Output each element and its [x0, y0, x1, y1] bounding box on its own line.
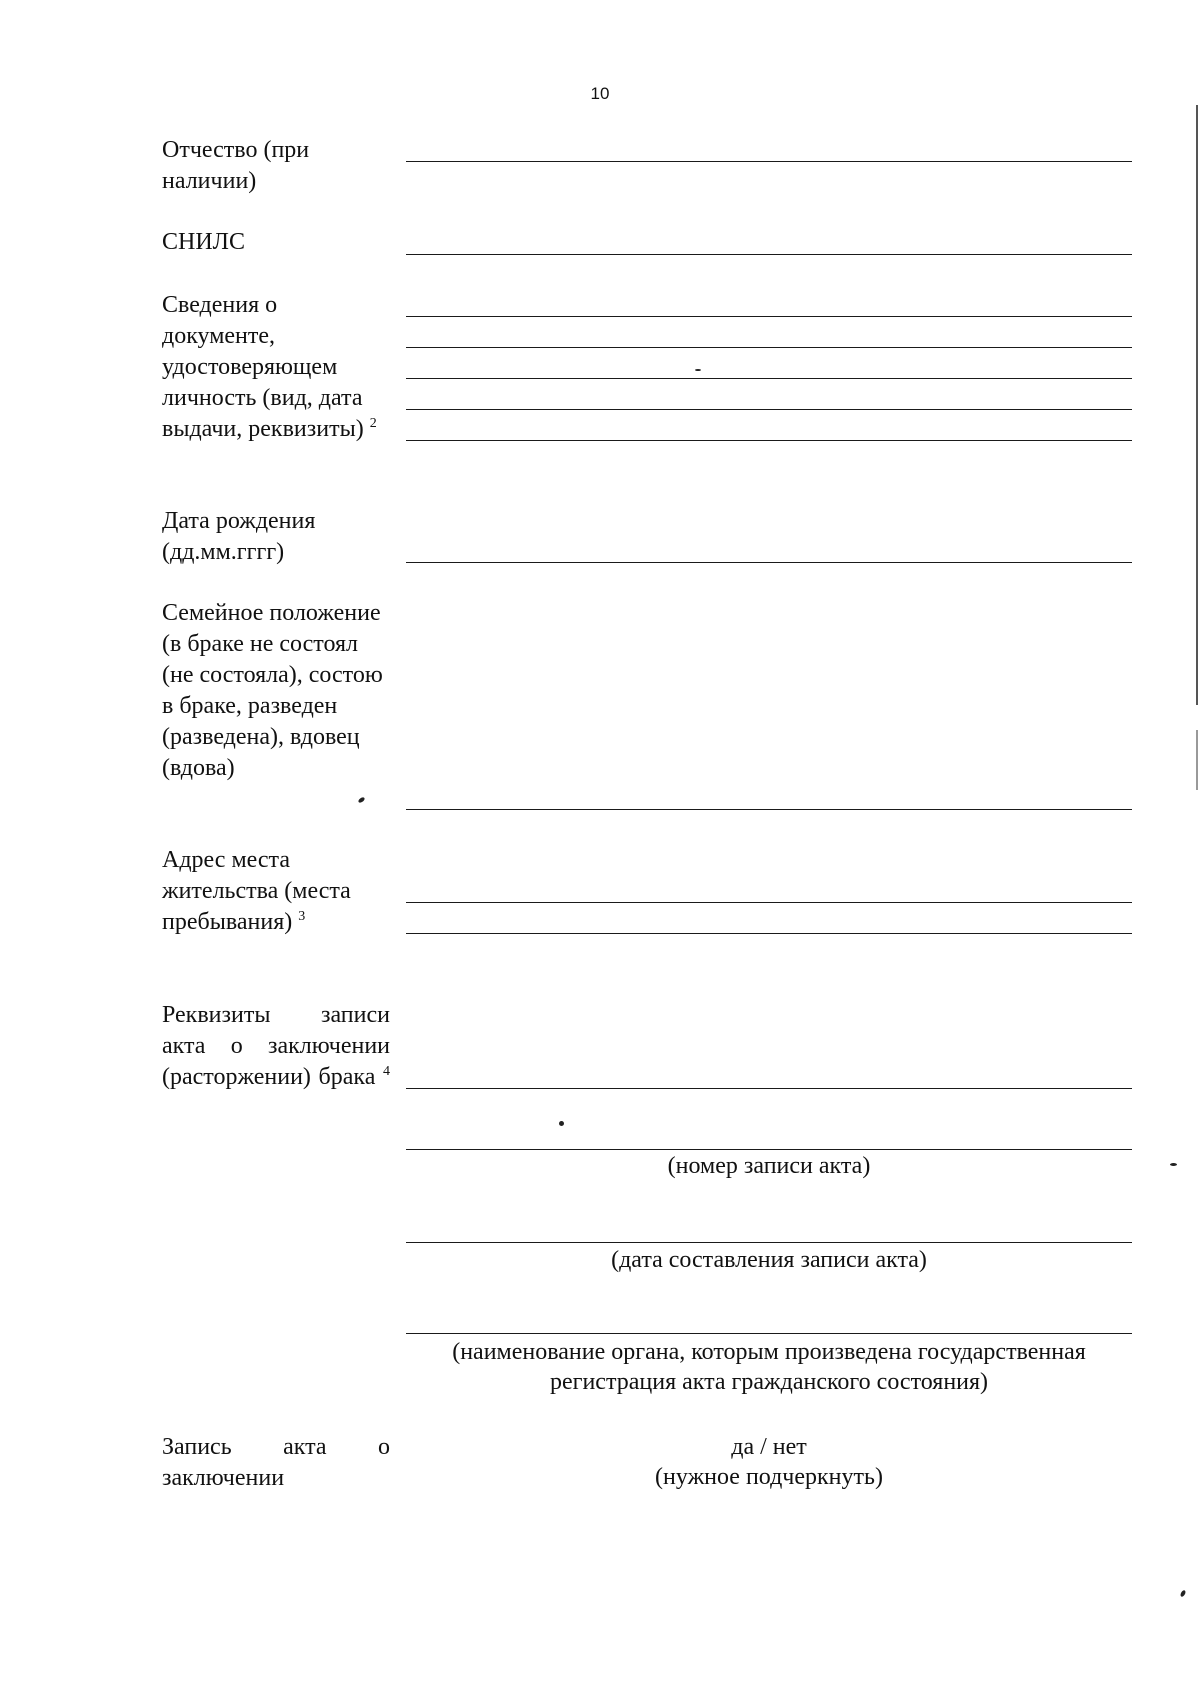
patronymic-label: Отчество (при наличии) — [162, 137, 310, 194]
snils-field[interactable] — [406, 254, 1132, 255]
marital-status-field[interactable] — [406, 809, 1132, 810]
birth-date-field[interactable] — [406, 562, 1132, 563]
scan-edge-line — [1196, 730, 1198, 790]
scan-speck — [1180, 1589, 1187, 1597]
page-number: 10 — [590, 84, 610, 103]
snils-label: СНИЛС — [162, 229, 245, 255]
id-document-text: Сведения о документе, удостоверяющем личность (вид, дата выдачи, реквизиты) — [162, 292, 364, 442]
record-number-field[interactable] — [406, 1149, 1132, 1150]
scan-speck — [1170, 1163, 1177, 1166]
record-exists-label: Запись акта о заключении — [162, 1434, 390, 1491]
address-label — [162, 845, 390, 938]
registering-body-field[interactable] — [406, 1333, 1132, 1334]
id-document-field-line-5[interactable] — [406, 440, 1132, 441]
address-field-line-1[interactable] — [406, 902, 1132, 903]
id-document-label — [162, 290, 390, 445]
marital-status-label: Семейное положение (в браке не состоял (не состояла), состою в браке, разведен (разведена), вдовец (вдова) — [162, 600, 383, 781]
scan-speck — [559, 1121, 564, 1126]
underline-hint: (нужное подчеркнуть) — [655, 1464, 883, 1490]
footnote-mark: 3 — [298, 909, 306, 924]
id-document-field-line-1[interactable] — [406, 316, 1132, 317]
birth-date-label: Дата рождения (дд.мм.гггг) — [162, 508, 316, 565]
record-date-caption: (дата составления записи акта) — [611, 1247, 927, 1273]
footnote-mark: 4 — [383, 1064, 390, 1079]
scan-speck — [695, 369, 701, 371]
scan-edge-line — [1196, 105, 1198, 705]
scan-speck — [357, 796, 365, 803]
id-document-field-line-2[interactable] — [406, 347, 1132, 348]
yes-no-choice[interactable]: да / нет — [731, 1434, 807, 1460]
address-field-line-2[interactable] — [406, 933, 1132, 934]
patronymic-field[interactable] — [406, 161, 1132, 162]
marriage-record-text: Реквизиты записи акта о заключении (расторжении) брака — [162, 1002, 390, 1090]
marriage-record-label — [162, 1000, 390, 1093]
record-date-field[interactable] — [406, 1242, 1132, 1243]
id-document-field-line-3[interactable] — [406, 378, 1132, 379]
footnote-mark: 2 — [369, 416, 377, 431]
marriage-record-field-line-1[interactable] — [406, 1088, 1132, 1089]
id-document-field-line-4[interactable] — [406, 409, 1132, 410]
record-number-caption: (номер записи акта) — [667, 1153, 871, 1179]
address-text: Адрес места жительства (места пребывания) — [162, 847, 351, 935]
registering-body-caption: (наименование органа, которым произведена государственная регистрация акта гражданского состояния) — [452, 1339, 1086, 1395]
